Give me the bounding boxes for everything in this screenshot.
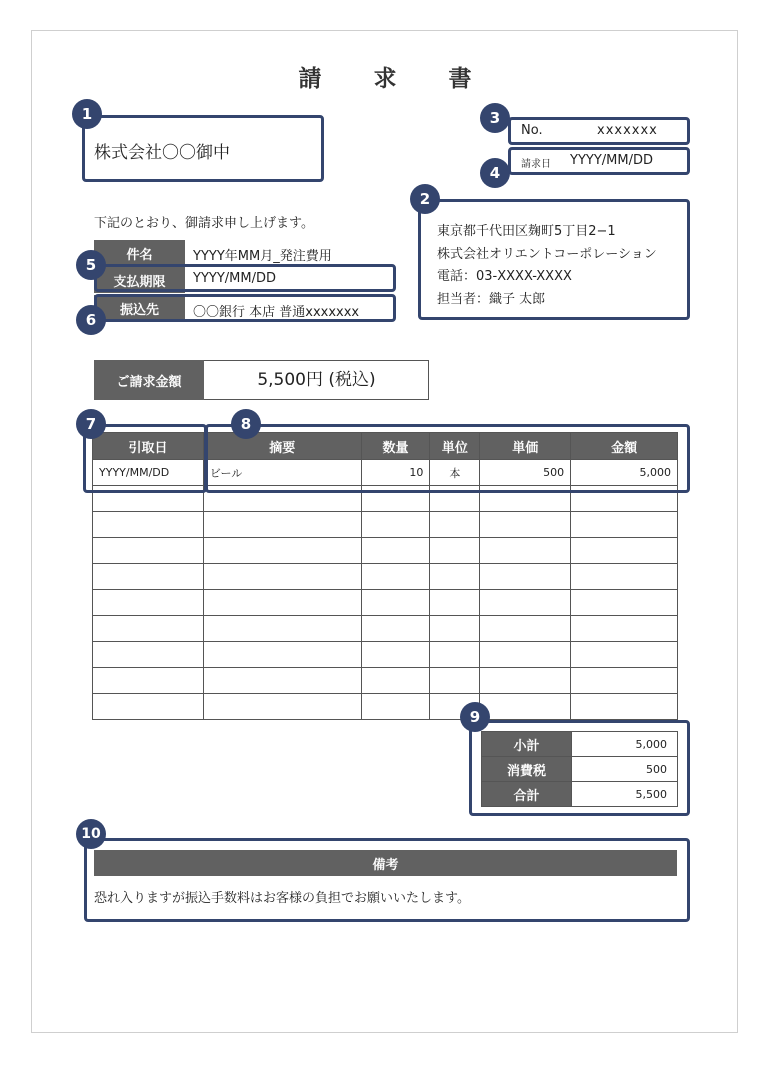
col-header-amount: 金額 — [571, 433, 678, 460]
summary-row-tax — [482, 757, 678, 782]
due-date-value: YYYY/MM/DD — [193, 271, 276, 286]
issuer-company: 株式会社オリエントコーポレーション — [437, 247, 657, 262]
annotation-badge-5: 5 — [76, 250, 106, 280]
recipient-name: 株式会社〇〇御中 — [94, 143, 230, 163]
summary-row-total — [482, 782, 678, 807]
total-label: 合計 — [482, 782, 572, 807]
bank-box — [94, 294, 396, 322]
invoice-no-label: No. — [521, 123, 543, 138]
bank-label: 振込先 — [94, 295, 185, 321]
invoice-no-value: xxxxxxx — [597, 123, 658, 138]
issuer-address: 東京都千代田区麹町5丁目2−1 — [437, 224, 616, 239]
cell-quantity: 10 — [361, 460, 430, 486]
issuer-person: 担当者：織子 太郎 — [437, 292, 546, 307]
subtotal-label: 小計 — [482, 732, 572, 757]
annotation-badge-10: 10 — [76, 819, 106, 849]
cell-unit-price: 500 — [480, 460, 571, 486]
table-row-empty — [93, 694, 678, 720]
annotation-badge-4: 4 — [480, 158, 510, 188]
due-date-box — [94, 264, 396, 292]
tax-label: 消費税 — [482, 757, 572, 782]
summary-table — [481, 731, 678, 807]
notes-text: 恐れ入りますが振込手数料はお客様の負担でお願いいたします。 — [94, 891, 470, 906]
annotation-badge-7: 7 — [76, 409, 106, 439]
cell-amount: 5,000 — [571, 460, 678, 486]
notes-label: 備考 — [94, 850, 677, 876]
annotation-badge-6: 6 — [76, 305, 106, 335]
annotation-badge-2: 2 — [410, 184, 440, 214]
table-row-empty — [93, 642, 678, 668]
summary-row-subtotal — [482, 732, 678, 757]
details-column-box — [205, 424, 690, 493]
invoice-date-label: 請求日 — [521, 159, 551, 170]
annotation-badge-3: 3 — [480, 103, 510, 133]
amount-value: 5,500円 (税込) — [257, 370, 376, 390]
invoice-date-value: YYYY/MM/DD — [570, 153, 653, 168]
table-row-empty — [93, 668, 678, 694]
subject-label: 件名 — [94, 240, 185, 266]
table-row-empty — [93, 590, 678, 616]
annotation-badge-1: 1 — [72, 99, 102, 129]
total-value: 5,500 — [572, 782, 678, 807]
table-row-empty — [93, 616, 678, 642]
col-header-unit: 単位 — [430, 433, 480, 460]
cell-date: YYYY/MM/DD — [93, 460, 204, 486]
table-row-empty — [93, 512, 678, 538]
subtotal-value: 5,000 — [572, 732, 678, 757]
due-date-label: 支払期限 — [94, 267, 185, 293]
cell-unit: 本 — [430, 460, 480, 486]
annotation-badge-8: 8 — [231, 409, 261, 439]
table-row-empty — [93, 538, 678, 564]
col-header-description: 摘要 — [203, 433, 361, 460]
cell-description: ビール — [203, 460, 361, 486]
issuer-phone: 電話：03-XXXX-XXXX — [437, 269, 572, 284]
col-header-quantity: 数量 — [361, 433, 430, 460]
intro-text: 下記のとおり、御請求申し上げます。 — [94, 216, 314, 231]
amount-label: ご請求金額 — [94, 360, 204, 400]
annotation-badge-9: 9 — [460, 702, 490, 732]
col-header-unit-price: 単価 — [480, 433, 571, 460]
document-title: 請 求 書 — [298, 66, 494, 92]
subject-value: YYYY年MM月_発注費用 — [193, 249, 332, 264]
bank-value: 〇〇銀行 本店 普通xxxxxxx — [193, 305, 360, 320]
col-header-date: 引取日 — [93, 433, 204, 460]
tax-value: 500 — [572, 757, 678, 782]
table-row-empty — [93, 564, 678, 590]
